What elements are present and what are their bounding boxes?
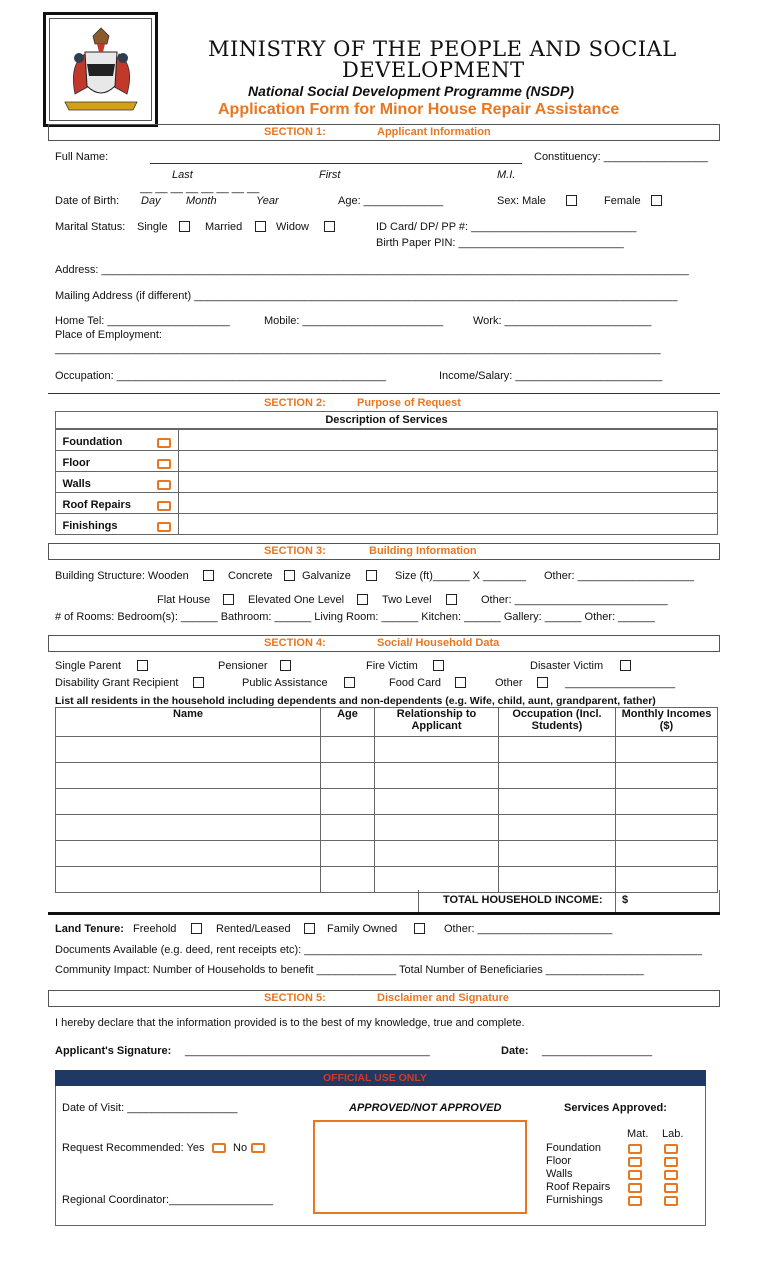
floor-mat-checkbox[interactable] bbox=[628, 1157, 642, 1167]
lab-column-label: Lab. bbox=[662, 1128, 684, 1140]
id-card-field[interactable]: ID Card/ DP/ PP #: ___________________________ bbox=[376, 221, 637, 233]
income-field[interactable]: Income/Salary: ________________________ bbox=[439, 370, 663, 382]
galvanize-checkbox[interactable] bbox=[366, 570, 377, 581]
dob-label: Date of Birth: bbox=[55, 195, 120, 207]
section-1-title: Applicant Information bbox=[377, 126, 491, 138]
concrete-label: Concrete bbox=[228, 570, 273, 582]
residents-table bbox=[55, 707, 718, 893]
level-other-field[interactable]: Other: _________________________ bbox=[481, 594, 668, 606]
occupation-field[interactable]: Occupation: ____________________________________________ bbox=[55, 370, 386, 382]
date-field[interactable]: __________________ bbox=[542, 1045, 653, 1057]
service-roof-label: Roof Repairs bbox=[62, 498, 131, 511]
table-row[interactable] bbox=[56, 737, 718, 763]
two-level-label: Two Level bbox=[382, 594, 432, 606]
official-use-header bbox=[55, 1070, 706, 1086]
service-row bbox=[56, 514, 718, 535]
rented-label: Rented/Leased bbox=[216, 923, 291, 935]
walls-mat-checkbox[interactable] bbox=[628, 1170, 642, 1180]
section-3-number: SECTION 3: bbox=[264, 545, 326, 557]
family-owned-checkbox[interactable] bbox=[414, 923, 425, 934]
food-card-checkbox[interactable] bbox=[455, 677, 466, 688]
section-2-number: SECTION 2: bbox=[264, 397, 326, 409]
section-4-title: Social/ Household Data bbox=[377, 637, 500, 649]
mobile-field[interactable]: Mobile: _______________________ bbox=[264, 315, 444, 327]
size-field[interactable]: Size (ft)______ X _______ bbox=[395, 570, 526, 582]
disability-checkbox[interactable] bbox=[193, 677, 204, 688]
furnishings-mat-checkbox[interactable] bbox=[628, 1196, 642, 1206]
programme-name: National Social Development Programme (NSDP) bbox=[248, 83, 574, 99]
female-label: Female bbox=[604, 195, 641, 207]
public-assistance-label: Public Assistance bbox=[242, 677, 328, 689]
service-row bbox=[56, 451, 718, 472]
galvanize-label: Galvanize bbox=[302, 570, 351, 582]
col-name: Name bbox=[56, 708, 321, 737]
section-5-number: SECTION 5: bbox=[264, 992, 326, 1004]
elevated-label: Elevated One Level bbox=[248, 594, 345, 606]
table-row[interactable] bbox=[56, 841, 718, 867]
approved-foundation-label: Foundation bbox=[546, 1142, 602, 1154]
flat-house-checkbox[interactable] bbox=[223, 594, 234, 605]
col-age: Age bbox=[321, 708, 375, 737]
male-checkbox[interactable] bbox=[566, 195, 577, 206]
fire-victim-label: Fire Victim bbox=[366, 660, 418, 672]
service-floor-description[interactable] bbox=[179, 451, 718, 472]
land-tenure-label: Land Tenure: bbox=[55, 923, 124, 935]
married-label: Married bbox=[205, 221, 243, 233]
section-1-bottom-rule bbox=[48, 393, 720, 394]
family-owned-label: Family Owned bbox=[327, 923, 398, 935]
public-assistance-checkbox[interactable] bbox=[344, 677, 355, 688]
social-other-field[interactable]: __________________ bbox=[565, 677, 676, 689]
mat-column-label: Mat. bbox=[627, 1128, 649, 1140]
section-4-header bbox=[48, 635, 720, 652]
service-foundation-checkbox[interactable] bbox=[157, 438, 171, 448]
foundation-lab-checkbox[interactable] bbox=[664, 1144, 678, 1154]
service-row bbox=[56, 472, 718, 493]
service-foundation-label: Foundation bbox=[62, 435, 123, 448]
total-income-value[interactable]: $ bbox=[622, 894, 629, 906]
place-employment-field[interactable]: ___________________________________________________________________________________________________ bbox=[55, 343, 661, 355]
disclaimer-text: I hereby declare that the information provided is to the best of my knowledge, true and complete. bbox=[55, 1017, 525, 1029]
flat-house-label: Flat House bbox=[157, 594, 211, 606]
col-monthly-income: Monthly Incomes ($) bbox=[616, 708, 718, 737]
total-income-label: TOTAL HOUSEHOLD INCOME: bbox=[443, 894, 603, 906]
service-row bbox=[56, 430, 718, 451]
place-employment-label: Place of Employment: bbox=[55, 329, 162, 341]
mi-label: M.I. bbox=[497, 169, 516, 181]
service-finishings-description[interactable] bbox=[179, 514, 718, 535]
constituency-field[interactable]: Constituency: _________________ bbox=[534, 151, 708, 163]
single-checkbox[interactable] bbox=[179, 221, 190, 232]
two-level-checkbox[interactable] bbox=[446, 594, 457, 605]
pensioner-checkbox[interactable] bbox=[280, 660, 291, 671]
approval-status-label: APPROVED/NOT APPROVED bbox=[349, 1102, 502, 1114]
signature-label: Applicant's Signature: bbox=[55, 1045, 172, 1057]
foundation-mat-checkbox[interactable] bbox=[628, 1144, 642, 1154]
full-name-label: Full Name: bbox=[55, 151, 109, 163]
section-5-title: Disclaimer and Signature bbox=[377, 992, 510, 1004]
day-label: Day bbox=[141, 195, 161, 207]
approval-stamp-box[interactable] bbox=[313, 1120, 527, 1214]
documents-field[interactable]: Documents Available (e.g. deed, rent receipts etc): _________________________________________________________________ bbox=[55, 944, 702, 956]
table-row[interactable] bbox=[56, 815, 718, 841]
home-tel-field[interactable]: Home Tel: ____________________ bbox=[55, 315, 230, 327]
ministry-title-line1: MINISTRY OF THE PEOPLE AND SOCIAL bbox=[208, 37, 677, 61]
table-row[interactable] bbox=[56, 789, 718, 815]
service-row bbox=[56, 493, 718, 514]
social-other-checkbox[interactable] bbox=[537, 677, 548, 688]
service-finishings-label: Finishings bbox=[62, 519, 118, 532]
sex-male-label: Sex: Male bbox=[497, 195, 546, 207]
section-3-title: Building Information bbox=[369, 545, 477, 557]
coat-of-arms-icon bbox=[55, 24, 147, 116]
section-3-header bbox=[48, 543, 720, 560]
residents-header-row bbox=[56, 708, 718, 737]
recommended-no-label: No bbox=[233, 1142, 248, 1154]
table-row[interactable] bbox=[56, 867, 718, 893]
rooms-field[interactable]: # of Rooms: Bedroom(s): ______ Bathroom: ______ Living Room: ______ Kitchen: ______ Gallery: ______ Other: ______ bbox=[55, 611, 655, 623]
service-walls-description[interactable] bbox=[179, 472, 718, 493]
disaster-victim-checkbox[interactable] bbox=[620, 660, 631, 671]
official-use-title: OFFICIAL USE ONLY bbox=[323, 1072, 427, 1084]
approved-furnishings-label: Furnishings bbox=[546, 1194, 603, 1206]
total-income-row bbox=[418, 890, 720, 912]
roof-mat-checkbox[interactable] bbox=[628, 1183, 642, 1193]
birth-paper-field[interactable]: Birth Paper PIN: ___________________________ bbox=[376, 237, 624, 249]
floor-lab-checkbox[interactable] bbox=[664, 1157, 678, 1167]
service-walls-checkbox[interactable] bbox=[157, 480, 171, 490]
address-field[interactable]: Address: ________________________________________________________________________________________________ bbox=[55, 264, 689, 276]
section-4-number: SECTION 4: bbox=[264, 637, 326, 649]
recommended-yes-checkbox[interactable] bbox=[212, 1143, 226, 1153]
work-field[interactable]: Work: ________________________ bbox=[473, 315, 652, 327]
age-field[interactable]: Age: _____________ bbox=[338, 195, 444, 207]
married-checkbox[interactable] bbox=[255, 221, 266, 232]
service-walls-label: Walls bbox=[62, 477, 91, 490]
service-roof-description[interactable] bbox=[179, 493, 718, 514]
col-relationship: Relationship to Applicant bbox=[375, 708, 499, 737]
roof-lab-checkbox[interactable] bbox=[664, 1183, 678, 1193]
section-1-header bbox=[48, 124, 720, 141]
disaster-victim-label: Disaster Victim bbox=[530, 660, 604, 672]
last-label: Last bbox=[172, 169, 193, 181]
social-other-label: Other bbox=[495, 677, 523, 689]
ministry-title-line2: DEVELOPMENT bbox=[342, 58, 525, 82]
year-label: Year bbox=[256, 195, 279, 207]
single-parent-label: Single Parent bbox=[55, 660, 122, 672]
signature-field[interactable]: ________________________________________ bbox=[185, 1045, 430, 1057]
freehold-checkbox[interactable] bbox=[191, 923, 202, 934]
request-recommended-label: Request Recommended: Yes bbox=[62, 1142, 205, 1154]
service-foundation-description[interactable] bbox=[179, 430, 718, 451]
tenure-other-field[interactable]: Other: ______________________ bbox=[444, 923, 613, 935]
service-finishings-checkbox[interactable] bbox=[157, 522, 171, 532]
mailing-address-field[interactable]: Mailing Address (if different) _______________________________________________________________________________ bbox=[55, 290, 678, 302]
single-label: Single bbox=[137, 221, 168, 233]
service-floor-checkbox[interactable] bbox=[157, 459, 171, 469]
services-approved-label: Services Approved: bbox=[564, 1102, 667, 1114]
female-checkbox[interactable] bbox=[651, 195, 662, 206]
pensioner-label: Pensioner bbox=[218, 660, 268, 672]
service-floor-label: Floor bbox=[62, 456, 90, 469]
date-label: Date: bbox=[501, 1045, 529, 1057]
residents-instruction: List all residents in the household including dependents and non-dependents (e.g. Wife, child, aunt, grandparent, father) bbox=[55, 695, 656, 707]
approved-walls-label: Walls bbox=[546, 1168, 573, 1180]
services-table bbox=[55, 411, 718, 541]
marital-status-label: Marital Status: bbox=[55, 221, 126, 233]
wooden-checkbox[interactable] bbox=[203, 570, 214, 581]
single-parent-checkbox[interactable] bbox=[137, 660, 148, 671]
furnishings-lab-checkbox[interactable] bbox=[664, 1196, 678, 1206]
rented-checkbox[interactable] bbox=[304, 923, 315, 934]
service-roof-checkbox[interactable] bbox=[157, 501, 171, 511]
description-header: Description of Services bbox=[55, 411, 718, 429]
disability-label: Disability Grant Recipient bbox=[55, 677, 179, 689]
walls-lab-checkbox[interactable] bbox=[664, 1170, 678, 1180]
concrete-checkbox[interactable] bbox=[284, 570, 295, 581]
section-2-title: Purpose of Request bbox=[357, 397, 461, 409]
recommended-no-checkbox[interactable] bbox=[251, 1143, 265, 1153]
elevated-checkbox[interactable] bbox=[357, 594, 368, 605]
table-bottom-rule bbox=[48, 912, 720, 915]
dob-field[interactable]: __ __ __ __ __ __ __ __ bbox=[140, 182, 260, 194]
section-1-number: SECTION 1: bbox=[264, 126, 326, 138]
approved-roof-label: Roof Repairs bbox=[546, 1181, 611, 1193]
widow-label: Widow bbox=[276, 221, 310, 233]
month-label: Month bbox=[186, 195, 217, 207]
coordinator-field[interactable]: Regional Coordinator:_________________ bbox=[62, 1194, 274, 1206]
freehold-label: Freehold bbox=[133, 923, 177, 935]
approved-floor-label: Floor bbox=[546, 1155, 572, 1167]
widow-checkbox[interactable] bbox=[324, 221, 335, 232]
services-grid bbox=[55, 429, 718, 535]
structure-other-field[interactable]: Other: ___________________ bbox=[544, 570, 694, 582]
full-name-field[interactable] bbox=[150, 163, 522, 164]
community-impact-field[interactable]: Community Impact: Number of Households to benefit _____________ Total Number of Beneficiaries ________________ bbox=[55, 964, 644, 976]
date-of-visit-field[interactable]: Date of Visit: __________________ bbox=[62, 1102, 238, 1114]
first-label: First bbox=[319, 169, 341, 181]
building-structure-label: Building Structure: Wooden bbox=[55, 570, 189, 582]
form-title: Application Form for Minor House Repair Assistance bbox=[218, 101, 620, 118]
section-5-header bbox=[48, 990, 720, 1007]
total-income-divider bbox=[615, 890, 616, 912]
food-card-label: Food Card bbox=[389, 677, 441, 689]
col-occupation: Occupation (Incl. Students) bbox=[499, 708, 616, 737]
fire-victim-checkbox[interactable] bbox=[433, 660, 444, 671]
table-row[interactable] bbox=[56, 763, 718, 789]
